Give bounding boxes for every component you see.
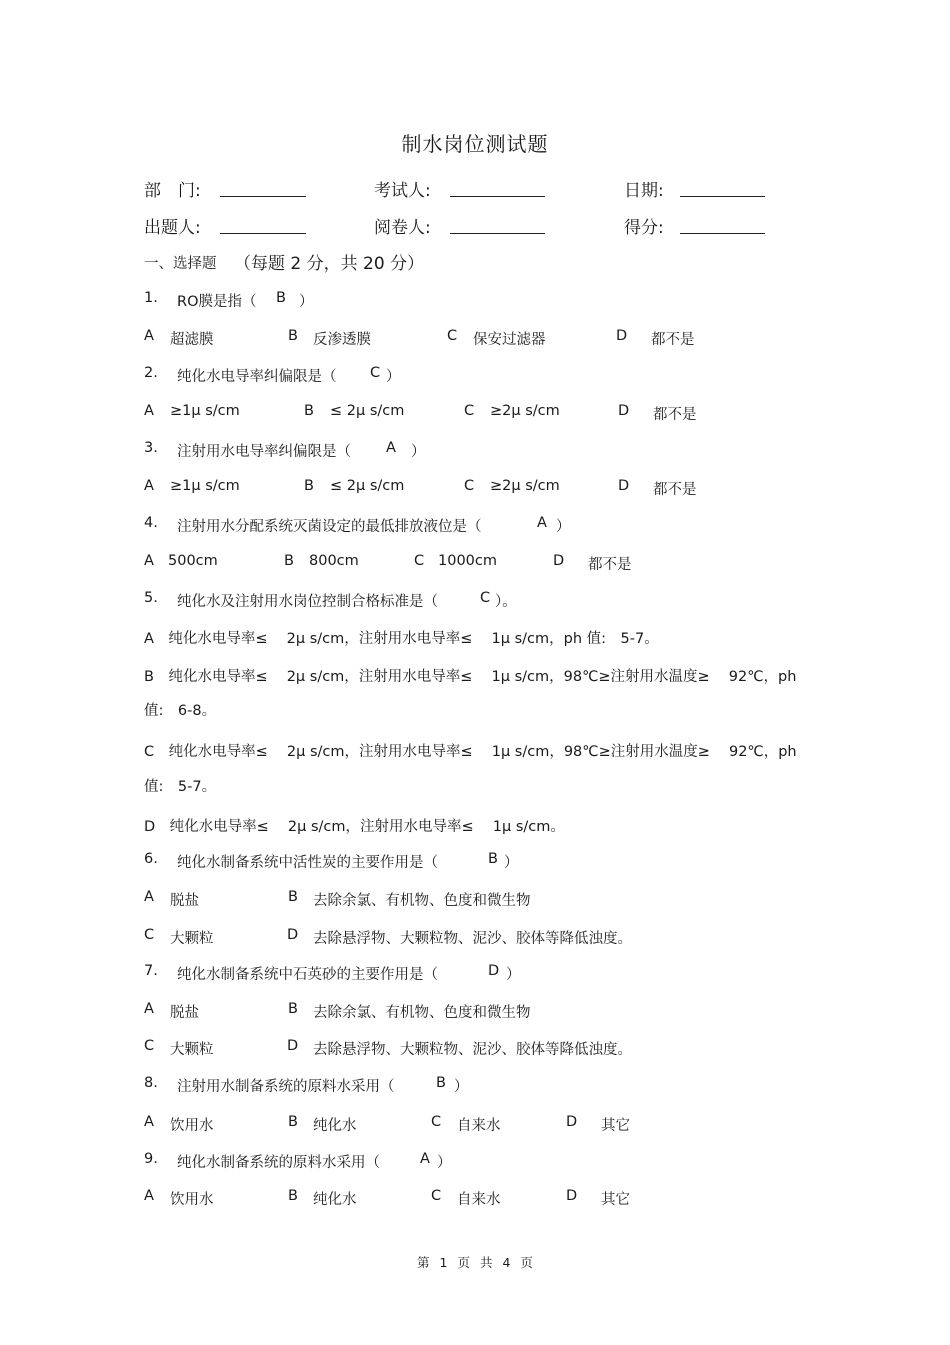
footer-page-number: 1	[439, 1255, 448, 1270]
q7-option-b-letter: B	[288, 1001, 298, 1017]
q8-option-d-letter: D	[566, 1114, 578, 1130]
q8-option-c-letter: C	[431, 1114, 442, 1130]
question-3-text: 注射用水电导率纠偏限是（	[177, 444, 351, 460]
q9-option-a-letter: A	[144, 1188, 154, 1204]
q7-option-c-text: 大颗粒	[170, 1042, 214, 1058]
setter-label: 出题人:	[144, 218, 201, 238]
q8-option-c-text: 自来水	[457, 1118, 501, 1134]
question-9-number: 9.	[144, 1151, 158, 1167]
question-8-answer: B	[436, 1075, 446, 1091]
q5-option-d: D 纯化水电导率≤ 2μ s/cm，注射用水电导率≤ 1μ s/cm。	[144, 819, 565, 835]
q7-option-d-text: 去除悬浮物、大颗粒物、泥沙、胶体等降低浊度。	[313, 1042, 632, 1058]
q4-option-a-text: 500cm	[168, 553, 218, 569]
question-1-number: 1.	[144, 290, 158, 306]
grader-label: 阅卷人:	[374, 218, 431, 238]
q7-option-a-letter: A	[144, 1001, 154, 1017]
q1-option-d-letter: D	[616, 328, 628, 344]
date-label: 日期:	[624, 181, 664, 201]
q1-option-a-text: 超滤膜	[170, 332, 214, 348]
question-8-close: ）	[454, 1079, 469, 1095]
q9-option-c-text: 自来水	[457, 1192, 501, 1208]
footer-total-pages: 4	[502, 1255, 511, 1270]
question-8-number: 8.	[144, 1075, 158, 1091]
date-field[interactable]	[680, 196, 765, 197]
page-title: 制水岗位测试题	[401, 132, 549, 156]
q1-option-a-letter: A	[144, 328, 154, 344]
dept-field[interactable]	[220, 196, 306, 197]
q7-option-b-text: 去除余氯、有机物、色度和微生物	[313, 1005, 531, 1021]
q3-option-c-text: ≥2μ s/cm	[490, 478, 560, 494]
q3-option-b-letter: B	[304, 478, 314, 494]
q9-option-b-text: 纯化水	[313, 1192, 357, 1208]
q6-option-d-text: 去除悬浮物、大颗粒物、泥沙、胶体等降低浊度。	[313, 931, 632, 947]
q6-option-d-letter: D	[287, 927, 299, 943]
q9-option-c-letter: C	[431, 1188, 442, 1204]
question-9-text: 纯化水制备系统的原料水采用（	[177, 1155, 380, 1171]
question-4-number: 4.	[144, 515, 158, 531]
question-5-answer: C	[480, 590, 491, 606]
q2-option-c-text: ≥2μ s/cm	[490, 403, 560, 419]
q2-option-b-text: ≤ 2μ s/cm	[330, 403, 405, 419]
question-6-answer: B	[488, 851, 498, 867]
q3-option-c-letter: C	[464, 478, 475, 494]
q4-option-d-letter: D	[553, 553, 565, 569]
q5-option-b-line2: 值: 6-8。	[144, 703, 217, 719]
q8-option-b-letter: B	[288, 1114, 298, 1130]
question-1-close: ）	[299, 294, 314, 310]
q4-option-b-letter: B	[284, 553, 294, 569]
q7-option-d-letter: D	[287, 1038, 299, 1054]
q3-option-a-text: ≥1μ s/cm	[170, 478, 240, 494]
dept-label: 部 门:	[144, 181, 201, 201]
q8-option-a-letter: A	[144, 1114, 154, 1130]
q8-option-b-text: 纯化水	[313, 1118, 357, 1134]
question-2-number: 2.	[144, 365, 158, 381]
question-2-text: 纯化水电导率纠偏限是（	[177, 369, 337, 385]
grader-field[interactable]	[450, 233, 545, 234]
question-6-text: 纯化水制备系统中活性炭的主要作用是（	[177, 855, 438, 871]
question-5-text: 纯化水及注射用水岗位控制合格标准是（	[177, 594, 438, 610]
question-1-text: RO膜是指（	[177, 294, 257, 310]
q6-option-a-letter: A	[144, 889, 154, 905]
q6-option-b-letter: B	[288, 889, 298, 905]
q2-option-a-text: ≥1μ s/cm	[170, 403, 240, 419]
q9-option-a-text: 饮用水	[170, 1192, 214, 1208]
question-4-answer: A	[537, 515, 547, 531]
question-5-number: 5.	[144, 590, 158, 606]
question-7-text: 纯化水制备系统中石英砂的主要作用是（	[177, 967, 438, 983]
question-4-close: ）	[556, 519, 571, 535]
q1-option-c-text: 保安过滤器	[473, 332, 546, 348]
examinee-field[interactable]	[450, 196, 545, 197]
question-3-close: ）	[411, 444, 426, 460]
q5-option-b-line1: B 纯化水电导率≤ 2μ s/cm，注射用水电导率≤ 1μ s/cm，98℃≥注射用水温度≥ 92℃，ph	[144, 669, 797, 685]
q3-option-a-letter: A	[144, 478, 154, 494]
question-7-close: ）	[506, 967, 521, 983]
q6-option-c-text: 大颗粒	[170, 931, 214, 947]
q4-option-b-text: 800cm	[309, 553, 359, 569]
q6-option-c-letter: C	[144, 927, 155, 943]
q6-option-a-text: 脱盐	[170, 893, 199, 909]
section-label: 一、选择题	[144, 256, 217, 272]
section-note: （每题 2 分，共 20 分）	[234, 254, 425, 274]
q9-option-d-letter: D	[566, 1188, 578, 1204]
question-2-close: ）	[386, 369, 401, 385]
question-3-answer: A	[386, 440, 396, 456]
q3-option-b-text: ≤ 2μ s/cm	[330, 478, 405, 494]
q8-option-a-text: 饮用水	[170, 1118, 214, 1134]
question-7-answer: D	[488, 963, 500, 979]
question-5-close: ）。	[495, 594, 517, 610]
question-9-close: ）	[437, 1155, 452, 1171]
q1-option-b-text: 反渗透膜	[313, 332, 371, 348]
question-3-number: 3.	[144, 440, 158, 456]
q1-option-d-text: 都不是	[651, 332, 695, 348]
q5-option-c-line1: C 纯化水电导率≤ 2μ s/cm，注射用水电导率≤ 1μ s/cm，98℃≥注射用水温度≥ 92℃，ph	[144, 744, 797, 760]
q2-option-a-letter: A	[144, 403, 154, 419]
question-6-number: 6.	[144, 851, 158, 867]
q2-option-d-letter: D	[618, 403, 630, 419]
question-8-text: 注射用水制备系统的原料水采用（	[177, 1079, 395, 1095]
score-label: 得分:	[624, 218, 664, 238]
setter-field[interactable]	[220, 233, 306, 234]
q2-option-b-letter: B	[304, 403, 314, 419]
q2-option-c-letter: C	[464, 403, 475, 419]
q3-option-d-letter: D	[618, 478, 630, 494]
question-9-answer: A	[420, 1151, 430, 1167]
q4-option-c-text: 1000cm	[438, 553, 497, 569]
q2-option-d-text: 都不是	[653, 407, 697, 423]
q9-option-d-text: 其它	[601, 1192, 630, 1208]
q7-option-c-letter: C	[144, 1038, 155, 1054]
score-field[interactable]	[680, 233, 765, 234]
q5-option-a: A 纯化水电导率≤ 2μ s/cm，注射用水电导率≤ 1μ s/cm，ph 值: 5-7。	[144, 631, 659, 647]
q6-option-b-text: 去除余氯、有机物、色度和微生物	[313, 893, 531, 909]
q4-option-d-text: 都不是	[588, 557, 632, 573]
question-1-answer: B	[276, 290, 286, 306]
page-footer	[0, 1253, 950, 1271]
q7-option-a-text: 脱盐	[170, 1005, 199, 1021]
footer-ye: 页	[457, 1255, 470, 1270]
q4-option-c-letter: C	[414, 553, 425, 569]
question-4-text: 注射用水分配系统灭菌设定的最低排放液位是（	[177, 519, 482, 535]
q8-option-d-text: 其它	[601, 1118, 630, 1134]
examinee-label: 考试人:	[374, 181, 431, 201]
question-2-answer: C	[370, 365, 381, 381]
q9-option-b-letter: B	[288, 1188, 298, 1204]
q1-option-b-letter: B	[288, 328, 298, 344]
q5-option-c-line2: 值: 5-7。	[144, 779, 217, 795]
q3-option-d-text: 都不是	[653, 482, 697, 498]
q1-option-c-letter: C	[447, 328, 458, 344]
question-6-close: ）	[504, 855, 519, 871]
q4-option-a-letter: A	[144, 553, 154, 569]
footer-gong: 共	[479, 1255, 493, 1270]
footer-ye2: 页	[520, 1255, 533, 1270]
question-7-number: 7.	[144, 963, 158, 979]
footer-di: 第	[417, 1255, 430, 1270]
